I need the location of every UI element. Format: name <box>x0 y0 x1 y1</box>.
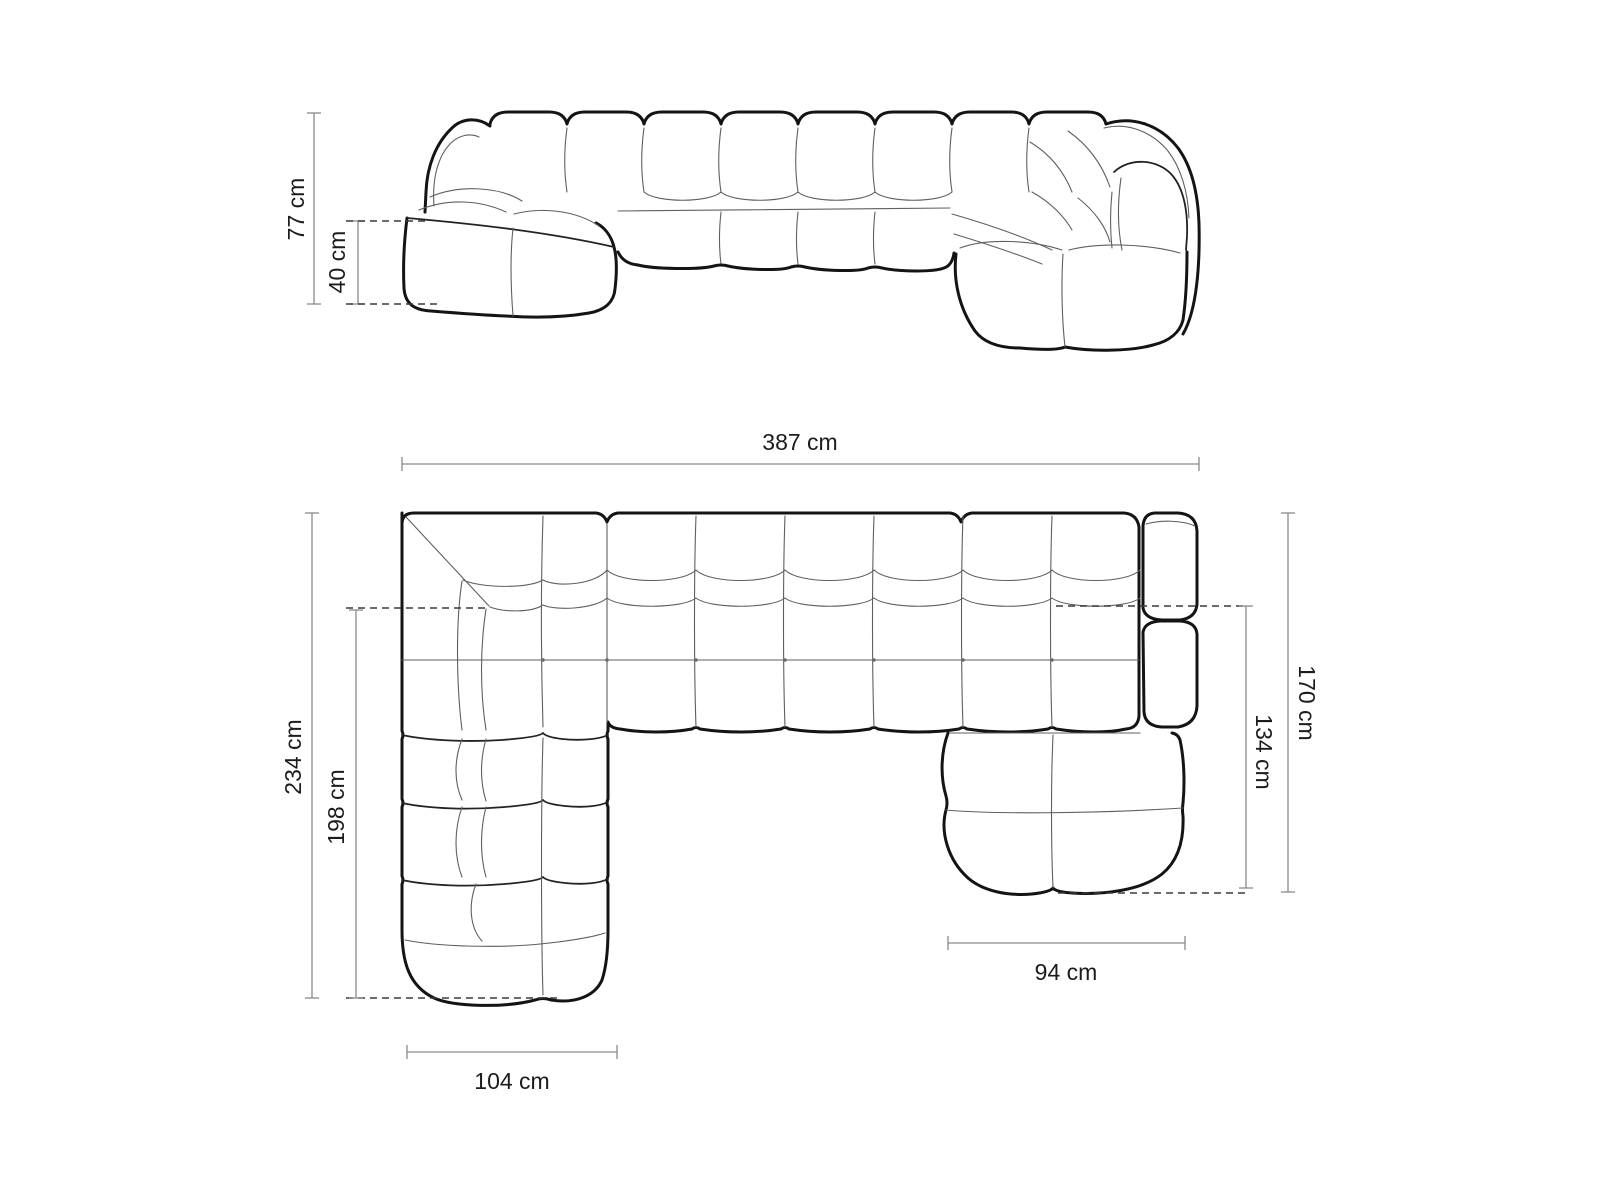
dim-label-plan-depth-left: 234 cm <box>280 719 307 795</box>
elevation-center-seats <box>618 192 954 271</box>
dimension-right-chaise-width <box>948 936 1185 985</box>
plan-left-wing-inner-seams <box>456 516 543 995</box>
elevation-right-chaise-outline <box>955 252 1187 350</box>
plan-right-chaise-seams <box>946 733 1183 888</box>
plan-right-chaise-outline <box>942 733 1184 894</box>
elevation-seat-top-line <box>618 208 950 211</box>
elevation-right-corner-inner <box>1104 126 1189 218</box>
dimension-plan-depth-right <box>1281 513 1320 892</box>
elevation-left-arm-outline <box>425 120 490 212</box>
plan-left-wing-row-seams <box>402 733 608 946</box>
elevation-left-arm-seam <box>434 135 479 206</box>
elevation-left-chaise-top-edge <box>407 218 614 247</box>
dim-label-seat-height: 40 cm <box>324 230 351 294</box>
elevation-left-chaise-seams <box>419 189 599 316</box>
elevation-seat-scallops <box>644 192 952 200</box>
dimension-seat-height <box>324 221 440 304</box>
dim-label-plan-inner-depth-right: 134 cm <box>1250 714 1277 790</box>
plan-back-band-vertical-seams <box>607 516 1052 727</box>
dimension-plan-inner-depth-left <box>323 610 363 998</box>
plan-right-arm <box>1143 513 1197 727</box>
plan-back-band-front-edge <box>608 722 1126 732</box>
elevation-right-arm-panel-seam <box>1118 178 1122 250</box>
dim-label-plan-depth-right: 170 cm <box>1293 665 1320 741</box>
dim-label-plan-inner-depth-left: 198 cm <box>323 769 350 845</box>
elevation-right-chaise-seams <box>960 241 1180 347</box>
dimension-plan-width <box>402 429 1199 471</box>
elevation-back-cushion-seams <box>565 128 1029 192</box>
dim-label-left-chaise-width: 104 cm <box>474 1068 550 1094</box>
elevation-back-cushions-outline <box>490 112 1106 124</box>
front-elevation-view <box>283 112 1199 350</box>
elevation-left-chaise-outline <box>404 218 617 317</box>
elevation-seat-front-edge <box>618 252 954 271</box>
plan-back-scallop-row2 <box>607 598 1140 606</box>
dimension-front-height <box>283 113 321 304</box>
plan-back-scallop-row1 <box>607 570 1140 581</box>
plan-corner-module-seams <box>406 517 607 611</box>
dimension-plan-inner-depth-right <box>1239 606 1277 888</box>
plan-back-band-outline <box>402 513 1139 729</box>
dimension-left-chaise-width <box>407 1045 617 1094</box>
top-plan-view <box>280 429 1320 1094</box>
dim-label-right-chaise-width: 94 cm <box>1034 959 1098 985</box>
dim-label-front-height: 77 cm <box>283 177 310 241</box>
dim-label-plan-width: 387 cm <box>762 429 838 455</box>
dimension-plan-depth-left <box>280 513 319 998</box>
elevation-right-arm-panel <box>1114 162 1187 250</box>
